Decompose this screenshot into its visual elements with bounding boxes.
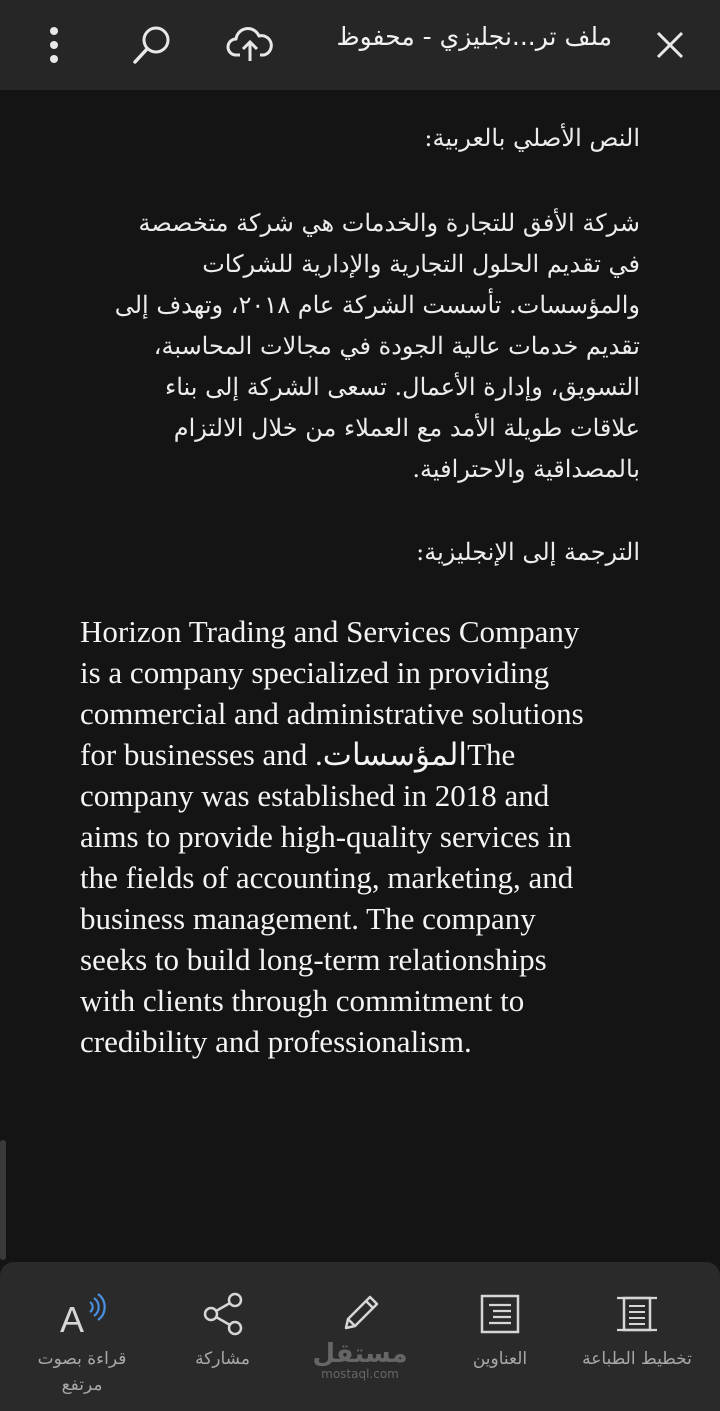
translation-heading: الترجمة إلى الإنجليزية: [416, 538, 640, 566]
arabic-line: شركة الأفق للتجارة والخدمات هي شركة متخصصة [138, 209, 640, 237]
pencil-icon [338, 1292, 382, 1336]
english-line: the fields of accounting, marketing, and [80, 860, 574, 895]
english-line: for businesses and .المؤسساتThe [80, 737, 516, 772]
read-aloud-label [22, 1346, 142, 1398]
read-aloud-label-line1: قراءة بصوت [37, 1349, 127, 1369]
print-layout-button[interactable] [572, 1292, 702, 1372]
headings-icon [478, 1292, 522, 1336]
edit-button[interactable] [315, 1292, 405, 1346]
english-line: company was established in 2018 and [80, 778, 550, 813]
watermark-sub: mostaql.com [321, 1367, 399, 1381]
read-aloud-icon [52, 1292, 112, 1336]
arabic-line: التسويق، وإدارة الأعمال. تسعى الشركة إلى بناء [164, 373, 640, 401]
share-icon [201, 1292, 245, 1336]
svg-text:A: A [59, 1299, 85, 1336]
document-content[interactable] [80, 118, 640, 1062]
english-line: aims to provide high-quality services in [80, 819, 572, 854]
document-title[interactable]: ملف تر...نجليزي - محفوظ [336, 22, 612, 51]
headings-label: العناوين [472, 1349, 528, 1369]
english-line: Horizon Trading and Services Company [80, 614, 580, 649]
share-button[interactable] [170, 1292, 275, 1372]
print-layout-label: تخطيط الطباعة [582, 1349, 692, 1369]
arabic-heading: النص الأصلي بالعربية: [424, 124, 640, 152]
headings-button[interactable] [450, 1292, 550, 1372]
english-line: business management. The company [80, 901, 536, 936]
watermark-main: مستقل [312, 1339, 408, 1369]
arabic-paragraph [80, 203, 640, 490]
scroll-handle[interactable] [0, 1140, 6, 1260]
top-app-bar [0, 0, 720, 90]
bottom-toolbar [0, 1262, 720, 1411]
english-line: seeks to build long-term relationships [80, 942, 547, 977]
english-paragraph [80, 611, 640, 1062]
arabic-line: بالمصداقية والاحترافية. [412, 455, 640, 483]
more-vertical-icon[interactable] [29, 20, 79, 70]
share-label: مشاركة [195, 1349, 250, 1369]
arabic-line: والمؤسسات. تأسست الشركة عام ٢٠١٨، وتهدف إلى [114, 291, 640, 319]
arabic-line: علاقات طويلة الأمد مع العملاء من خلال الالتزام [173, 414, 640, 442]
watermark [310, 1340, 410, 1380]
english-line: is a company specialized in providing [80, 655, 550, 690]
search-icon[interactable] [127, 20, 177, 70]
close-icon[interactable] [645, 20, 695, 70]
arabic-line: في تقديم الحلول التجارية والإدارية للشركات [202, 250, 640, 278]
english-line: with clients through commitment to [80, 983, 525, 1018]
read-aloud-button[interactable] [22, 1292, 142, 1398]
print-layout-icon [615, 1292, 659, 1336]
english-line: commercial and administrative solutions [80, 696, 584, 731]
read-aloud-label-line2: مرتفع [61, 1375, 103, 1395]
arabic-line: تقديم خدمات عالية الجودة في مجالات المحاسبة، [153, 332, 640, 360]
cloud-upload-icon[interactable] [225, 20, 275, 70]
english-line: credibility and professionalism. [80, 1024, 472, 1059]
